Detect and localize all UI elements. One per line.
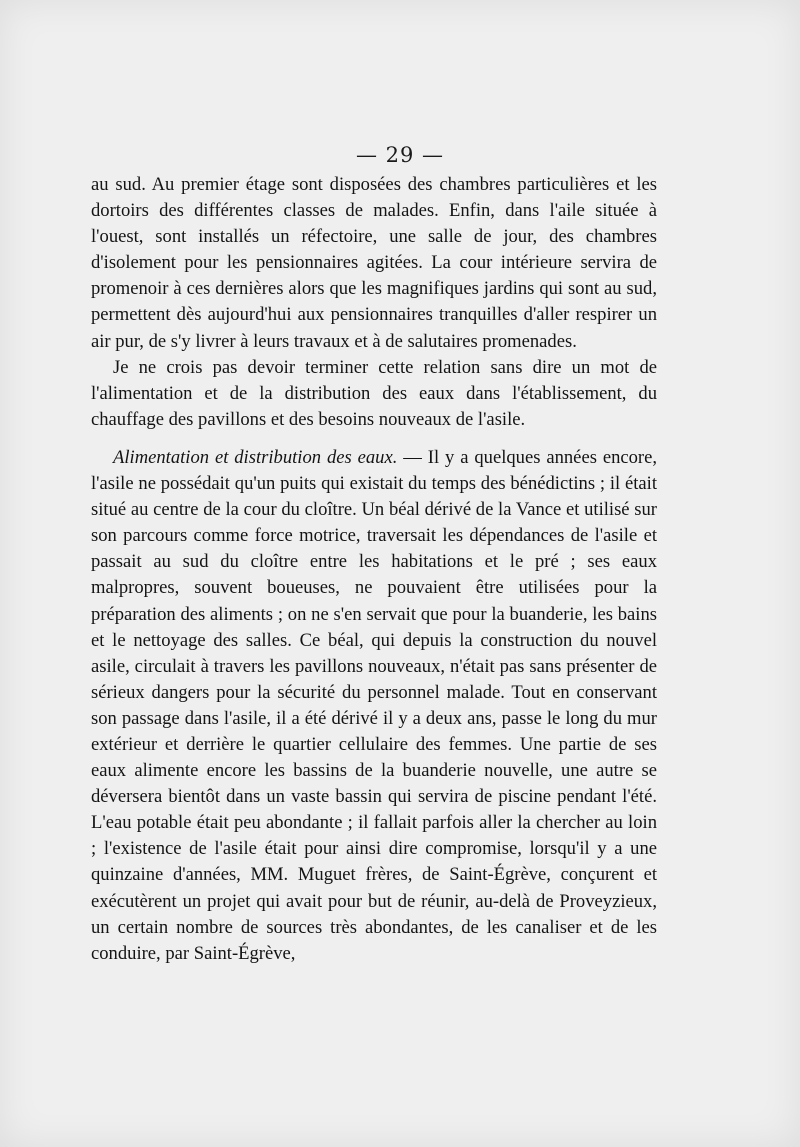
body-text xyxy=(91,172,657,967)
section-heading: Alimentation et distribution des eaux. xyxy=(113,446,398,468)
page-number: — 29 — xyxy=(355,143,445,167)
paragraph-continuation: au sud. Au premier étage sont disposées des chambres particulières et les dortoirs des différentes classes de malades. Enfin, dans l'aile située à l'ouest, sont installés un réfectoire, une salle de jour, des chambres d'isolement pour les pensionnaires agitées. La cour intérieure servira de promenoir à ces dernières alors que les magnifiques jardins qui sont au sud, permettent dès aujourd'hui aux pensionnaires tranquilles d'aller respirer un air pur, de s'y livrer à leurs travaux et à de salutaires promenades. xyxy=(91,174,657,352)
section-dash: — xyxy=(397,446,428,468)
section-text: Il y a quelques années encore, l'asile ne possédait qu'un puits qui existait du temps des bénédictins ; il était situé au centre de la cour du cloître. Un béal dérivé de la Vance et utilisé sur son parcours comme force motrice, traversait les dépendances de l'asile et passait au sud du cloître entre les habitations et le pré ; ses eaux malpropres, souvent boueuses, ne pouvaient être utilisées pour la préparation des aliments ; on ne s'en servait que pour la buanderie, les bains et le nettoyage des salles. Ce béal, qui depuis la construction du nouvel asile, circulait à travers les pavillons nouveaux, n'était pas sans présenter de sérieux dangers pour la sécurité du personnel malade. Tout en conservant son passage dans l'asile, il a été dérivé il y a deux ans, passe le long du mur extérieur et derrière le quartier cellulaire des femmes. Une partie de ses eaux alimente encore les bassins de la buanderie nouvelle, une autre se déversera bientôt dans un vaste bassin qui servira de piscine pendant l'été. L'eau potable était peu abondante ; il fallait parfois aller la chercher au loin ; l'existence de l'asile était pour ainsi dire compromise, lorsqu'il y a une quinzaine d'années, MM. Muguet frères, de Saint-Égrève, conçurent et exécutèrent un projet qui avait pour but de réunir, au-delà de Proveyzieux, un certain nombre de sources très abondantes, de les canaliser et de les conduire, par Saint-Égrève, xyxy=(91,446,658,964)
section-paragraph xyxy=(91,445,657,967)
paragraph-intro: Je ne crois pas devoir terminer cette relation sans dire un mot de l'alimentation et de la distribution des eaux dans l'établissement, du chauffage des pavillons et des besoins nouveaux de l'asile. xyxy=(91,356,657,430)
